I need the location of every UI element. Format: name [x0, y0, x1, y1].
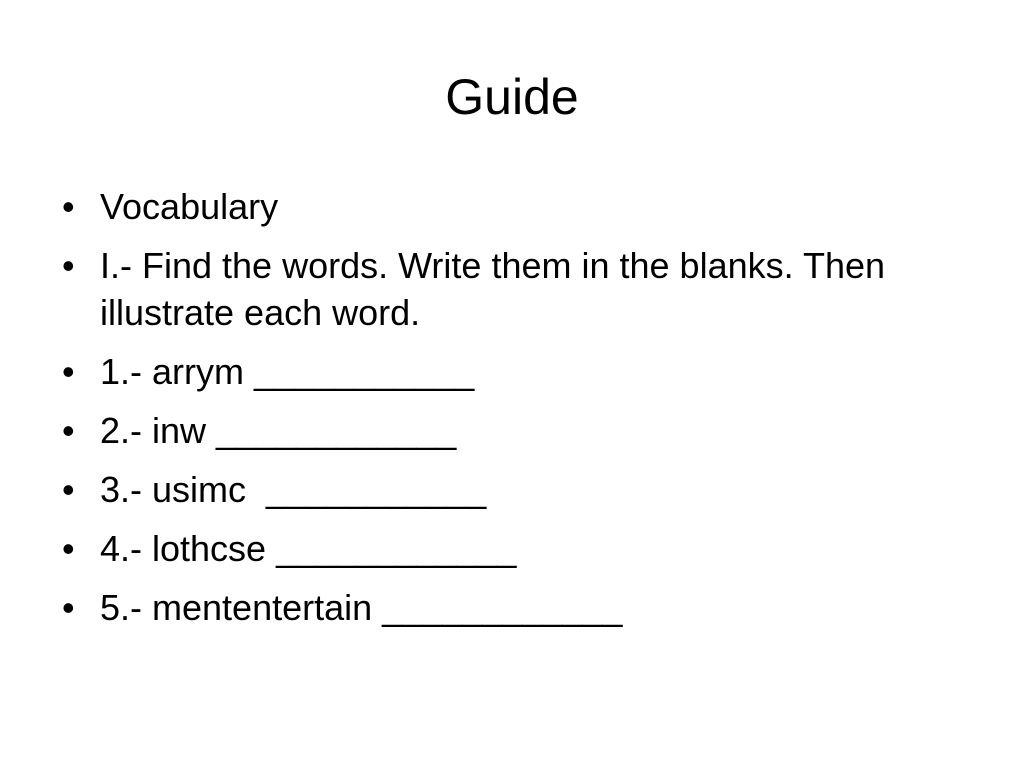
bullet-item-word-1 — [58, 348, 958, 395]
bullet-icon: • — [62, 469, 75, 510]
bullet-icon: • — [62, 410, 75, 451]
bullet-text: Vocabulary — [100, 186, 279, 227]
bullet-item-word-5 — [58, 584, 958, 631]
bullet-item-word-3 — [58, 466, 958, 513]
bullet-icon: • — [62, 528, 75, 569]
bullet-text: 2.- inw ____________ — [100, 410, 457, 451]
bullet-text: 5.- mententertain ____________ — [100, 587, 623, 628]
bullet-item-instructions — [58, 242, 958, 336]
bullet-icon: • — [62, 245, 75, 286]
slide-title: Guide — [445, 69, 579, 125]
bullet-item-word-4 — [58, 525, 958, 572]
bullet-text: 1.- arrym ___________ — [100, 351, 475, 392]
bullet-text: 4.- lothcse ____________ — [100, 528, 517, 569]
bullet-icon: • — [62, 351, 75, 392]
bullet-text: 3.- usimc ___________ — [100, 469, 487, 510]
bullet-icon: • — [62, 587, 75, 628]
bullet-list — [58, 183, 958, 643]
bullet-text: I.- Find the words. Write them in the blanks. Then illustrate each word. — [100, 245, 896, 333]
bullet-icon: • — [62, 186, 75, 227]
bullet-item-word-2 — [58, 407, 958, 454]
bullet-item-vocabulary — [58, 183, 958, 230]
